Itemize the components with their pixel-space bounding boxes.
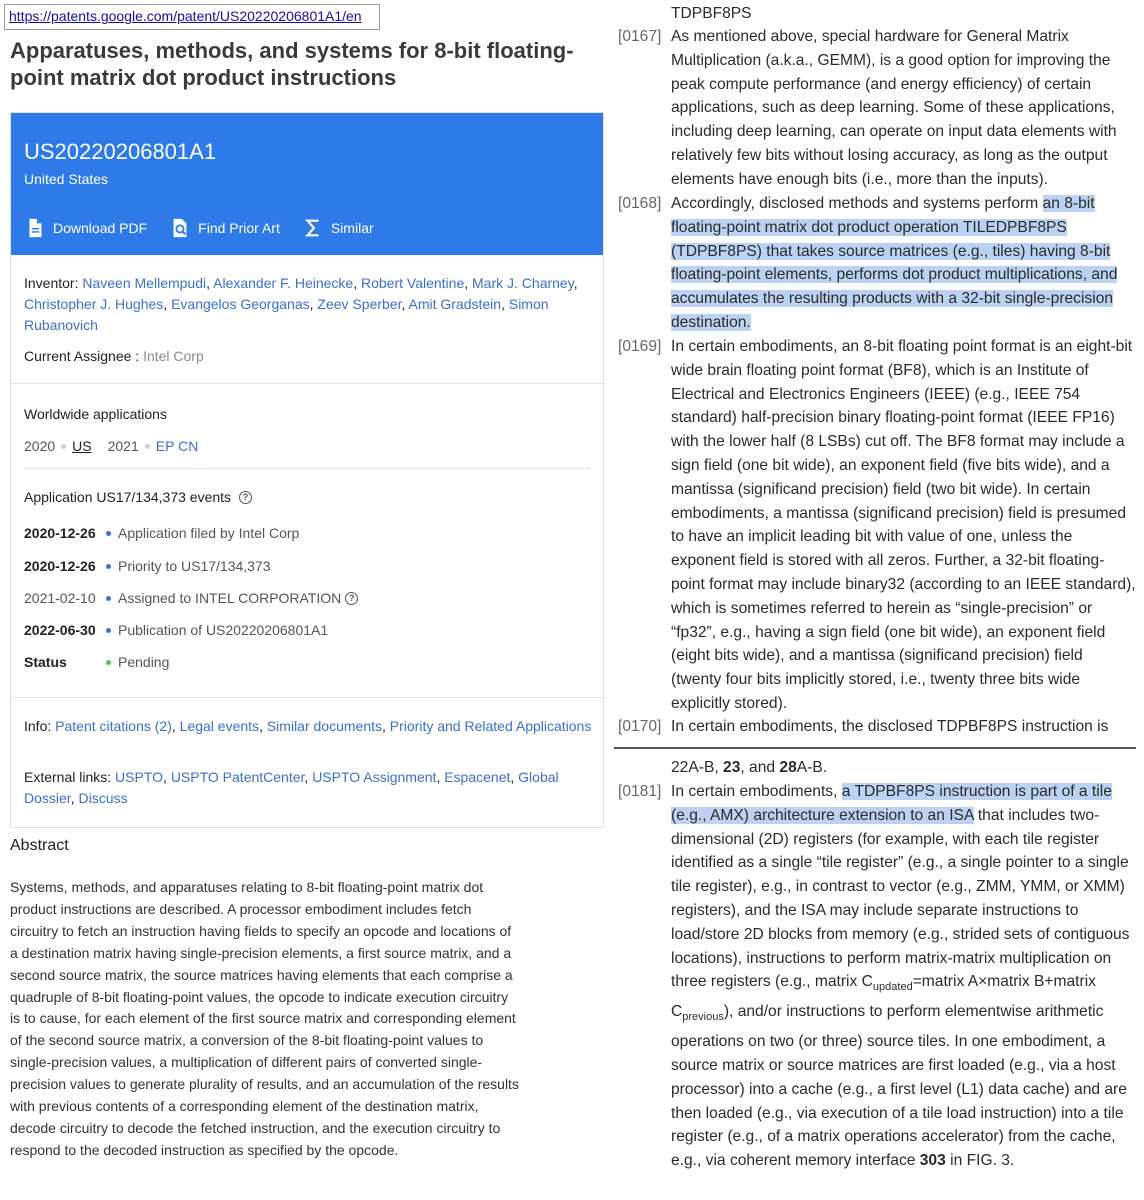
help-icon[interactable]: ? (345, 592, 358, 605)
country-label: United States (24, 171, 109, 187)
inventor-link[interactable]: Amit Gradstein (408, 296, 502, 312)
abstract-heading: Abstract (10, 837, 69, 854)
paragraph-number: [0170] (618, 718, 662, 735)
status-value: Pending (118, 654, 170, 670)
divider (11, 697, 603, 698)
external-links: External links: USPTO, USPTO PatentCenter, USPTO Assignment, Espacenet, Global Dossier, Discuss (24, 769, 559, 806)
find-prior-art-button[interactable] (169, 217, 280, 239)
subscript: updated (872, 981, 913, 994)
highlighted-text: a TDPBF8PS instruction is part of a tile (e.g., AMX) architecture extension to an ISA (671, 783, 1112, 824)
reference-number: 303 (919, 1152, 946, 1170)
subscript: previous (682, 1011, 724, 1024)
inventor-label: Inventor: (24, 275, 79, 291)
external-link[interactable]: USPTO PatentCenter (170, 769, 305, 785)
find-prior-art-icon (169, 217, 191, 239)
download-pdf-label: Download PDF (53, 220, 148, 236)
paragraph-0169 (618, 335, 1140, 716)
url-bar[interactable] (4, 4, 380, 30)
info-link[interactable]: Legal events (179, 718, 260, 734)
events-title-text: Application US17/134,373 events (24, 489, 232, 505)
section-heading-text: TDPBF8PS (671, 5, 752, 22)
event-bullet (106, 628, 111, 633)
event-desc: Priority to US17/134,373 (118, 558, 271, 574)
external-link[interactable]: USPTO Assignment (312, 769, 437, 785)
external-link[interactable]: Global Dossier (24, 769, 559, 806)
paragraph-0181 (618, 780, 1140, 1173)
info-link[interactable]: Similar documents (266, 718, 382, 734)
paragraph-0170 (618, 715, 1140, 739)
similar-button[interactable] (302, 217, 374, 239)
similar-label: Similar (330, 220, 374, 236)
paragraph-number: [0169] (618, 338, 662, 355)
inventor-link[interactable]: Evangelos Georganas (171, 296, 310, 312)
info-label: Info: (24, 718, 52, 734)
patent-title: Apparatuses, methods, and systems for 8-bit floating-point matrix dot product instructions (10, 38, 574, 90)
download-pdf-button[interactable] (24, 217, 147, 239)
paragraph-text (671, 192, 1136, 335)
event-row (24, 525, 594, 541)
paragraph-number: [0168] (618, 195, 662, 212)
inventors: Inventor: Naveen Mellempudi, Alexander F. Heinecke, Robert Valentine, Mark J. Charney, Christopher J. Hughes, Evangelos Georganas, Zeev Sperber, Amit Gradstein, Simon Rubanovich (24, 275, 578, 333)
patent-header (11, 113, 603, 255)
paragraph-text (671, 780, 1136, 1173)
text-part: , and (740, 759, 780, 776)
paragraph-text (671, 756, 1136, 780)
event-desc: Publication of US20220206801A1 (118, 622, 329, 638)
paragraph-text: In certain embodiments, an 8-bit floating point format is an eight-bit wide brain floating point format (BF8), which is an Institute of Electrical and Electronics Engineers (IEEE) (e.g., IEEE 754 standard) half-precision binary floating-point format (IEEE FP16) with the lower half (8 LSBs) cut off. The BF8 format may include a sign field (one bit wide), an exponent field (five bits wide), and a mantissa (significand precision) field (two bit wide). In certain embodiments, a mantissa (significand precision) field is presumed to have an implicit leading bit with value of one, unless the exponent field is stored with all zeros. Further, a 32-bit floating-point format may include binary32 (according to an IEEE standard), which is sometimes referred to herein as “single-precision” or “fp32”, e.g., having a sign field (one bit wide), an exponent field (eight bits wide), and a mantissa (significand precision) field (twenty four bits implicitly stored, i.e., twenty three bits wide explicitly stored). (671, 338, 1136, 712)
event-bullet (106, 564, 111, 569)
divider (11, 383, 603, 384)
event-desc: Assigned to INTEL CORPORATION (118, 590, 342, 606)
event-date: 2020-12-26 (24, 558, 96, 574)
figure-ref: 23 (723, 759, 741, 776)
inventor-link[interactable]: Naveen Mellempudi (82, 275, 207, 291)
status-label: Status (24, 654, 67, 670)
external-link[interactable]: Discuss (78, 790, 128, 806)
pdf-icon (24, 217, 46, 239)
dot-separator (61, 444, 66, 449)
worldwide-applications-row (24, 438, 594, 454)
paragraph-text: In certain embodiments, the disclosed TDPBF8PS instruction is (671, 718, 1109, 735)
text-part: in FIG. 3. (945, 1152, 1015, 1170)
patent-description-pane (612, 0, 1144, 1200)
abstract-text: Systems, methods, and apparatuses relating to 8-bit floating-point matrix dot product instructions are described. A processor embodiment includes fetch circuitry to fetch an instruction having fields to specify an opcode and locations of a destination matrix having single-precision elements, a first source matrix, and a second source matrix, the source matrices having elements that each comprise a quadruple of 8-bit floating-point values, the opcode to indicate execution circuitry is to cause, for each element of the first source matrix and corresponding element of the second source matrix, a conversion of the 8-bit floating-point values to single-precision values, a multiplication of different pairs of converted single-precision values to generate plurality of results, and an accumulation of the results with previous contents of a corresponding element of the destination matrix, decode circuitry to decode the fetched instruction, and the execution circuitry to respond to the decoded instruction as specified by the opcode. (10, 879, 519, 1158)
event-date: 2022-06-30 (24, 622, 96, 638)
status-row (24, 654, 594, 670)
publication-number: US20220206801A1 (24, 139, 217, 164)
info-link[interactable]: Priority and Related Applications (389, 718, 592, 734)
external-link[interactable]: Espacenet (444, 769, 511, 785)
help-icon[interactable]: ? (239, 491, 252, 504)
ww-country-us-link[interactable]: US (72, 438, 92, 454)
event-row (24, 558, 594, 574)
inventor-link[interactable]: Mark J. Charney (472, 275, 574, 291)
highlighted-text: an 8-bit floating-point matrix dot product operation TILEDPBF8PS (TDPBF8PS) that takes source matrices (e.g., tiles) having 8-bit floating-point elements, performs dot product multiplications, and accumulates the resulting products with a 32-bit single-precision destination. (671, 195, 1118, 331)
ww-year-2020: 2020 (24, 438, 56, 454)
paragraph-number: [0181] (618, 783, 662, 800)
current-assignee (24, 348, 594, 364)
external-link[interactable]: USPTO (115, 769, 164, 785)
events-title (24, 489, 594, 505)
inventor-link[interactable]: Alexander F. Heinecke (213, 275, 354, 291)
dot-separator (145, 444, 150, 449)
paragraph-0180-tail (618, 756, 1140, 780)
text-part: ), and/or instructions to perform elementwise arithmetic operations on two (or three) source tiles. In one embodiment, a source matrix or source matrices are first loaded (e.g., via a host processor) into a cache (e.g., a first level (L1) data cache) and are then loaded (e.g., via execution of a tile load instruction) into a tile register (e.g., of a matrix operations accelerator) from the cache, e.g., via coherent memory interface (671, 1003, 1127, 1170)
event-date: 2021-02-10 (24, 590, 96, 606)
text-part: A-B. (796, 759, 828, 776)
assignee-value: Intel Corp (143, 348, 204, 364)
divider (24, 468, 590, 469)
header-actions (24, 217, 374, 239)
patent-url-link[interactable]: https://patents.google.com/patent/US20220206801A1/en (9, 8, 362, 24)
info-links: Info: Patent citations (2), Legal events, Similar documents, Priority and Related Applications (24, 718, 592, 734)
inventor-link[interactable]: Simon Rubanovich (24, 296, 549, 333)
ww-country-ep-cn-link[interactable]: EP CN (155, 438, 199, 454)
event-row (24, 590, 594, 606)
worldwide-applications-title: Worldwide applications (24, 406, 167, 422)
event-bullet (106, 531, 111, 536)
inventor-link[interactable]: Robert Valentine (360, 275, 465, 291)
paragraph-0167 (618, 25, 1140, 192)
paragraph-number: [0167] (618, 28, 662, 45)
sigma-icon (302, 217, 324, 239)
event-desc: Application filed by Intel Corp (118, 525, 300, 541)
text-part: =matrix A×matrix B+matrix C (671, 973, 1096, 1021)
event-row (24, 622, 594, 638)
paragraph-text-part: Accordingly, disclosed methods and systems perform (671, 195, 1043, 212)
info-link[interactable]: Patent citations (2) (55, 718, 172, 734)
event-bullet (106, 596, 111, 601)
text-part: that includes two-dimensional (2D) registers (for example, with each tile register identified as a single “tile register” (e.g., a single pointer to a single tile register), e.g., in contrast to vector (e.g., ZMM, YMM, or XMM) registers), and the ISA may include separate instructions to load/store 2D blocks from memory (e.g., strided sets of contiguous locations), instructions to perform matrix-matrix multiplication on three registers (e.g., matrix C (671, 806, 1130, 991)
external-links-label: External links: (24, 769, 112, 785)
excerpt-divider (614, 747, 1136, 749)
find-prior-art-label: Find Prior Art (198, 220, 280, 236)
inventor-link[interactable]: Christopher J. Hughes (24, 296, 164, 312)
assignee-label: Current Assignee : (24, 348, 140, 364)
text-part: In certain embodiments, (671, 783, 842, 800)
text-part: 22A-B, (671, 759, 724, 776)
figure-ref: 28 (779, 759, 797, 776)
inventor-link[interactable]: Zeev Sperber (317, 296, 402, 312)
event-date: 2020-12-26 (24, 525, 96, 541)
ww-year-2021: 2021 (107, 438, 139, 454)
status-bullet (106, 660, 111, 665)
patent-info-card (10, 112, 604, 828)
paragraph-text: As mentioned above, special hardware for General Matrix Multiplication (a.k.a., GEMM), is a good option for improving the peak compute performance (and energy efficiency) of certain applications, such as deep learning. Some of these applications, including deep learning, can operate on input data elements with relatively few bits without losing accuracy, as long as the output elements have enough bits (i.e., more than the inputs). (671, 28, 1117, 188)
paragraph-0168 (618, 192, 1140, 335)
section-heading (618, 2, 1140, 26)
